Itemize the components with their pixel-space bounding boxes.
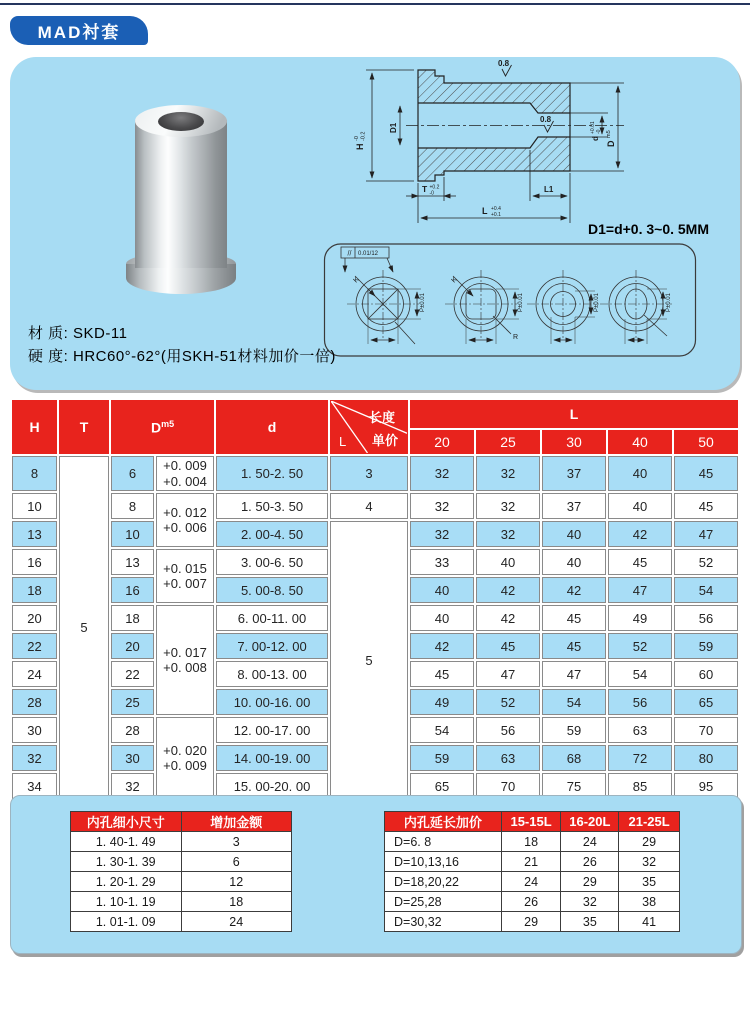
diag-price-label: 单价 [372, 433, 399, 448]
cell-h: 10 [12, 493, 57, 519]
cell-l: 45 [674, 493, 738, 519]
cell-l: 40 [542, 549, 606, 575]
svg-text:+0.1: +0.1 [491, 212, 501, 218]
parallelism-tolerance: 0.01/12 [358, 251, 379, 257]
cell-l: 54 [608, 661, 672, 687]
table-row [71, 872, 292, 892]
svg-text:D1: D1 [389, 122, 398, 133]
dim-H [354, 132, 367, 150]
cell-price: 29 [561, 872, 619, 892]
cell-d-range: 7. 00-12. 00 [216, 633, 328, 659]
cell-l: 32 [410, 456, 474, 491]
page-title: MAD衬套 [37, 23, 121, 42]
cell-l: 32 [410, 493, 474, 519]
cell-amount: 24 [181, 912, 292, 932]
col-header-h: H [12, 400, 57, 454]
small-bore-table [70, 811, 292, 932]
table-row [71, 852, 292, 872]
cell-h: 13 [12, 521, 57, 547]
dim-T [422, 184, 440, 197]
svg-text:-0: -0 [429, 190, 434, 197]
p-label-2: P±0.01 [518, 293, 524, 312]
table-row [385, 912, 680, 932]
cell-h: 8 [12, 456, 57, 491]
cell-l: 54 [674, 577, 738, 603]
cell-D: D=10,13,16 [385, 852, 502, 872]
svg-text:L1: L1 [544, 185, 554, 194]
cell-d-range: 1. 50-2. 50 [216, 456, 328, 491]
cell-l: 49 [410, 689, 474, 715]
page-title-tab [10, 16, 148, 45]
col-header-d: d [216, 400, 328, 454]
cell-l: 40 [608, 493, 672, 519]
cell-D: 8 [111, 493, 154, 519]
table-row [385, 852, 680, 872]
cell-d-range: 6. 00-11. 00 [216, 605, 328, 631]
p-label-1: P±0.01 [420, 293, 426, 312]
col-header-t: T [59, 400, 109, 454]
bore-extension-table [384, 811, 680, 932]
cell-D: 20 [111, 633, 154, 659]
cell-l: 45 [608, 549, 672, 575]
table-row [12, 493, 738, 519]
ext-header-15-15L: 15-15L [501, 812, 561, 832]
cell-h: 16 [12, 549, 57, 575]
cell-D: 16 [111, 577, 154, 603]
svg-text:+0.01: +0.01 [590, 121, 596, 134]
cell-price: 29 [501, 912, 561, 932]
col-header-length-price [330, 400, 408, 454]
cell-D: D=6. 8 [385, 832, 502, 852]
small-bore-header-amount: 增加金额 [181, 812, 292, 832]
svg-text:+0.2: +0.2 [429, 184, 440, 191]
d-sup: m5 [161, 418, 175, 429]
cell-d-range: 5. 00-8. 50 [216, 577, 328, 603]
svg-text:0.8: 0.8 [498, 59, 510, 68]
cell-l: 33 [410, 549, 474, 575]
cell-D: 32 [111, 773, 154, 799]
table-row [71, 892, 292, 912]
cell-l: 63 [608, 717, 672, 743]
p-label-4: P±0.01 [666, 293, 672, 312]
col-header-L40: 40 [608, 430, 672, 454]
cell-price: 26 [501, 892, 561, 912]
cell-l: 52 [476, 689, 540, 715]
cell-h: 32 [12, 745, 57, 771]
spec-table [10, 398, 740, 801]
cell-size: 1. 20-1. 29 [71, 872, 182, 892]
cell-l: 42 [608, 521, 672, 547]
cell-h: 22 [12, 633, 57, 659]
material-line: 材 质: SKD-11 [28, 325, 128, 342]
cell-D: 6 [111, 456, 154, 491]
end-views-frame [325, 244, 696, 356]
cell-l: 60 [674, 661, 738, 687]
svg-text:D: D [606, 140, 616, 147]
cell-h: 24 [12, 661, 57, 687]
cell-price: 29 [619, 832, 680, 852]
cell-l: 56 [476, 717, 540, 743]
col-header-L20: 20 [410, 430, 474, 454]
cell-l: 80 [674, 745, 738, 771]
cell-l: 54 [410, 717, 474, 743]
cell-amount: 6 [181, 852, 292, 872]
product-photo-body [135, 120, 227, 268]
end-views-drawing [323, 240, 698, 360]
cell-tolerance: +0. 012 +0. 006 [156, 493, 214, 547]
cell-D: D=25,28 [385, 892, 502, 912]
col-header-L-group: L [410, 400, 738, 428]
cell-D: 13 [111, 549, 154, 575]
col-header-L25: 25 [476, 430, 540, 454]
cell-l: 52 [674, 549, 738, 575]
cell-l: 42 [476, 577, 540, 603]
cell-l: 32 [410, 521, 474, 547]
cell-D: 28 [111, 717, 154, 743]
ext-header-16-20L: 16-20L [561, 812, 619, 832]
dim-L [482, 206, 501, 218]
cell-l: 65 [674, 689, 738, 715]
cell-size: 1. 30-1. 39 [71, 852, 182, 872]
cell-l: 70 [674, 717, 738, 743]
cell-l: 42 [476, 605, 540, 631]
cell-l: 37 [542, 456, 606, 491]
hardness-line: 硬 度: HRC60°-62°(用SKH-51材料加价一倍) [28, 348, 336, 365]
table-row [12, 456, 738, 491]
svg-text:d: d [591, 136, 600, 141]
cell-l: 63 [476, 745, 540, 771]
diag-length-label: 长度 [369, 410, 396, 425]
cell-l: 54 [542, 689, 606, 715]
cell-l: 40 [410, 605, 474, 631]
cell-price: 24 [501, 872, 561, 892]
top-rule [0, 3, 750, 5]
cell-l: 45 [542, 605, 606, 631]
cell-l: 45 [410, 661, 474, 687]
cell-D: 30 [111, 745, 154, 771]
table-row [385, 832, 680, 852]
cell-l: 52 [608, 633, 672, 659]
cell-d-range: 3. 00-6. 50 [216, 549, 328, 575]
cell-l: 70 [476, 773, 540, 799]
cell-l: 59 [410, 745, 474, 771]
table-row [385, 872, 680, 892]
svg-text:-0.2: -0.2 [360, 131, 367, 141]
cell-l: 45 [476, 633, 540, 659]
d1-note: D1=d+0. 3~0. 5MM [588, 221, 710, 237]
parallelism-symbol: // [347, 250, 352, 258]
small-bore-header-size: 内孔细小尺寸 [71, 812, 182, 832]
cell-price: 41 [619, 912, 680, 932]
cell-t-merged: 5 [59, 456, 109, 799]
svg-text:m5: m5 [606, 130, 612, 138]
cell-l: 32 [476, 521, 540, 547]
cell-tolerance: +0. 009 +0. 004 [156, 456, 214, 491]
dim-L1 [544, 185, 554, 194]
cell-l: 59 [674, 633, 738, 659]
cell-l: 85 [608, 773, 672, 799]
table-row [71, 912, 292, 932]
cell-h: 30 [12, 717, 57, 743]
cell-D: 18 [111, 605, 154, 631]
dim-d [590, 121, 602, 141]
cell-d-range: 12. 00-17. 00 [216, 717, 328, 743]
cell-price: 26 [561, 852, 619, 872]
svg-text:T: T [422, 184, 428, 194]
cell-D: D=30,32 [385, 912, 502, 932]
cell-h: 34 [12, 773, 57, 799]
cell-price: 35 [561, 912, 619, 932]
k-label-1: K [352, 276, 361, 285]
cell-l: 59 [542, 717, 606, 743]
cell-h: 28 [12, 689, 57, 715]
svg-text:0.8: 0.8 [540, 115, 552, 124]
cell-amount: 3 [181, 832, 292, 852]
cell-d-range: 10. 00-16. 00 [216, 689, 328, 715]
cell-d-range: 14. 00-19. 00 [216, 745, 328, 771]
cell-amount: 18 [181, 892, 292, 912]
col-header-L50: 50 [674, 430, 738, 454]
cell-l: 40 [542, 521, 606, 547]
cell-l: 47 [476, 661, 540, 687]
cell-price: 35 [619, 872, 680, 892]
product-photo-bore [158, 112, 204, 131]
cell-amount: 12 [181, 872, 292, 892]
cell-size: 1. 10-1. 19 [71, 892, 182, 912]
table-row [12, 521, 738, 547]
cell-d-range: 1. 50-3. 50 [216, 493, 328, 519]
cell-l: 42 [410, 633, 474, 659]
cell-size: 1. 01-1. 09 [71, 912, 182, 932]
cell-d-range: 15. 00-20. 00 [216, 773, 328, 799]
dim-D1 [389, 122, 398, 133]
cell-l: 95 [674, 773, 738, 799]
ext-header-21-25L: 21-25L [619, 812, 680, 832]
cell-price: 4 [330, 493, 408, 519]
cell-l: 45 [674, 456, 738, 491]
cell-l: 40 [476, 549, 540, 575]
svg-text:+0.4: +0.4 [491, 206, 501, 212]
cell-price: 32 [561, 892, 619, 912]
cell-l: 32 [476, 456, 540, 491]
col-header-D [111, 400, 214, 454]
table-row [71, 832, 292, 852]
cross-section-drawing [352, 55, 657, 235]
cell-l: 56 [674, 605, 738, 631]
table-row [385, 892, 680, 912]
cell-price: 21 [501, 852, 561, 872]
svg-text:L: L [482, 206, 488, 216]
cell-price: 38 [619, 892, 680, 912]
cell-l: 47 [542, 661, 606, 687]
ext-header-label: 内孔延长加价 [385, 812, 502, 832]
cell-l: 68 [542, 745, 606, 771]
diag-l-label: L [339, 434, 347, 449]
cell-l: 40 [608, 456, 672, 491]
cell-l: 40 [410, 577, 474, 603]
cell-price: 18 [501, 832, 561, 852]
d-label: D [150, 419, 162, 436]
cell-D: 10 [111, 521, 154, 547]
cell-D: 25 [111, 689, 154, 715]
k-label-2: K [450, 276, 459, 285]
p-label-3: P±0.01 [594, 293, 600, 312]
end-view-round [527, 270, 599, 344]
cell-price: 32 [619, 852, 680, 872]
svg-text:H: H [355, 143, 365, 150]
roughness-top [498, 59, 512, 76]
svg-text:-0: -0 [596, 129, 602, 134]
cell-d-range: 8. 00-13. 00 [216, 661, 328, 687]
r-label: R [513, 334, 519, 341]
cell-l: 65 [410, 773, 474, 799]
cell-D: D=18,20,22 [385, 872, 502, 892]
cell-price-merged: 5 [330, 521, 408, 799]
cell-l: 72 [608, 745, 672, 771]
roughness-bore [540, 115, 554, 132]
cell-l: 45 [542, 633, 606, 659]
cell-l: 75 [542, 773, 606, 799]
cell-l: 47 [608, 577, 672, 603]
cell-d-range: 2. 00-4. 50 [216, 521, 328, 547]
end-view-square [341, 247, 421, 344]
cell-l: 37 [542, 493, 606, 519]
svg-text:-0: -0 [354, 136, 360, 141]
cell-h: 20 [12, 605, 57, 631]
cell-tolerance: +0. 020 +0. 009 [156, 717, 214, 799]
cell-h: 18 [12, 577, 57, 603]
cell-tolerance: +0. 015 +0. 007 [156, 549, 214, 603]
cell-l: 47 [674, 521, 738, 547]
col-header-L30: 30 [542, 430, 606, 454]
cell-l: 49 [608, 605, 672, 631]
cell-l: 42 [542, 577, 606, 603]
cell-l: 56 [608, 689, 672, 715]
dim-Dm5 [606, 130, 616, 147]
cell-tolerance: +0. 017 +0. 008 [156, 605, 214, 715]
cell-l: 32 [476, 493, 540, 519]
cell-price: 24 [561, 832, 619, 852]
end-view-oval [600, 270, 672, 344]
cell-D: 22 [111, 661, 154, 687]
cell-price: 3 [330, 456, 408, 491]
cell-size: 1. 40-1. 49 [71, 832, 182, 852]
